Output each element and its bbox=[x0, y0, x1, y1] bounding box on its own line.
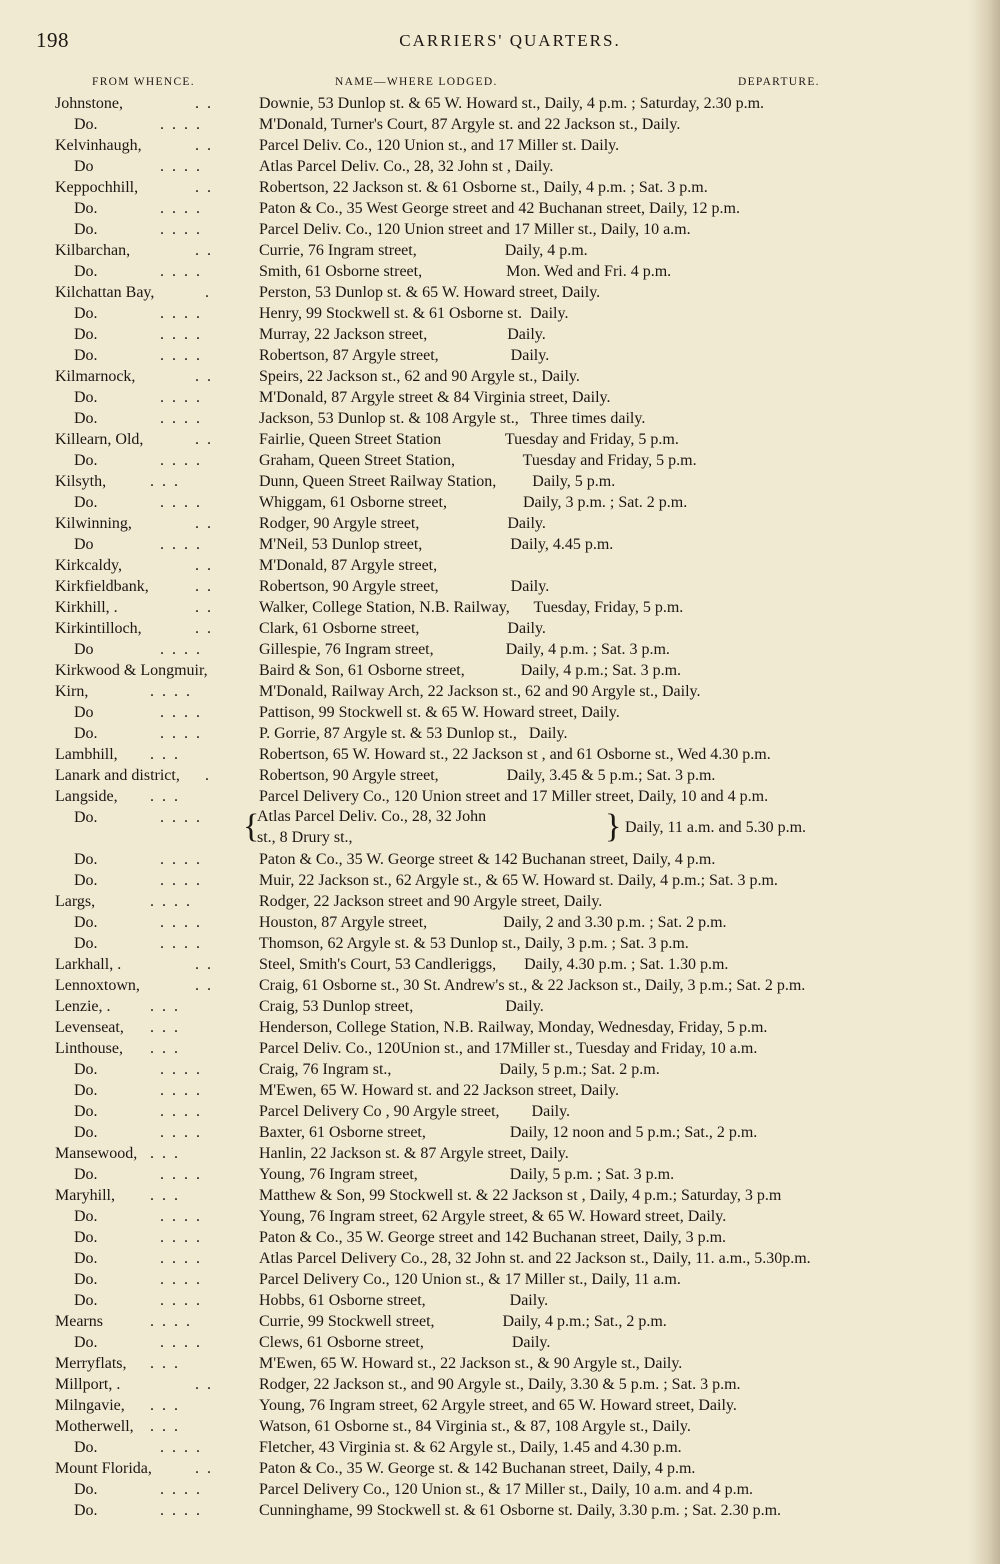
leader-dots: . . . . bbox=[160, 1124, 202, 1141]
leader-dots: . . bbox=[195, 1376, 213, 1393]
carrier-entry: M'Donald, Railway Arch, 22 Jackson st., 62 and 90 Argyle st., Daily. bbox=[259, 683, 701, 700]
carrier-entry: Downie, 53 Dunlop st. & 65 W. Howard st., Daily, 4 p.m. ; Saturday, 2.30 p.m. bbox=[259, 95, 765, 112]
carrier-entry: Watson, 61 Osborne st., 84 Virginia st., & 87, 108 Argyle st., Daily. bbox=[259, 1418, 691, 1435]
leader-dots: . . . . bbox=[160, 1334, 202, 1351]
list-item bbox=[0, 114, 1000, 135]
carrier-entry: Smith, 61 Osborne street, Mon. Wed and Fri. 4 p.m. bbox=[259, 263, 672, 280]
list-item bbox=[0, 870, 1000, 891]
carrier-entry: Cunninghame, 99 Stockwell st. & 61 Osborne st. Daily, 3.30 p.m. ; Sat. 2.30 p.m. bbox=[259, 1502, 782, 1519]
carrier-entry: Paton & Co., 35 W. George street & 142 Buchanan street, Daily, 4 p.m. bbox=[259, 851, 716, 868]
place-name: Do. bbox=[74, 263, 98, 280]
carrier-entry: Robertson, 90 Argyle street, Daily. bbox=[259, 578, 550, 595]
place-name: Kilchattan Bay, bbox=[55, 284, 155, 301]
place-name: Kilsyth, bbox=[55, 473, 107, 490]
place-name: Lennoxtown, bbox=[55, 977, 140, 994]
place-name: Mount Florida, bbox=[55, 1460, 152, 1477]
list-item bbox=[0, 786, 1000, 807]
leader-dots: . . bbox=[195, 1460, 213, 1477]
leader-dots: . . . . bbox=[150, 893, 192, 910]
place-name: Killearn, Old, bbox=[55, 431, 144, 448]
leader-dots: . bbox=[205, 284, 211, 301]
carrier-entry: Robertson, 90 Argyle street, Daily, 3.45 & 5 p.m.; Sat. 3 p.m. bbox=[259, 767, 716, 784]
place-name: Do. bbox=[74, 1061, 98, 1078]
leader-dots: . . bbox=[195, 515, 213, 532]
list-item bbox=[0, 429, 1000, 450]
leader-dots: . . . . bbox=[160, 851, 202, 868]
place-name: Do. bbox=[74, 1292, 98, 1309]
leader-dots: . . . . bbox=[150, 1313, 192, 1330]
place-name: Do. bbox=[74, 914, 98, 931]
carrier-entry: Robertson, 22 Jackson st. & 61 Osborne st., Daily, 4 p.m. ; Sat. 3 p.m. bbox=[259, 179, 708, 196]
column-header-name: NAME—WHERE LODGED. bbox=[335, 76, 498, 88]
carrier-entry: Parcel Deliv. Co., 120 Union street and 17 Miller st., Daily, 10 a.m. bbox=[259, 221, 691, 238]
leader-dots: . . . . bbox=[160, 1061, 202, 1078]
carrier-entry: Fairlie, Queen Street Station Tuesday and Friday, 5 p.m. bbox=[259, 431, 679, 448]
list-item bbox=[0, 639, 1000, 660]
place-name: Do. bbox=[74, 1334, 98, 1351]
leader-dots: . . . . bbox=[160, 116, 202, 133]
list-item bbox=[0, 996, 1000, 1017]
carrier-entry: Whiggam, 61 Osborne street, Daily, 3 p.m. ; Sat. 2 p.m. bbox=[259, 494, 688, 511]
leader-dots: . . . bbox=[150, 473, 180, 490]
list-item bbox=[0, 1101, 1000, 1122]
carrier-entry: Robertson, 65 W. Howard st., 22 Jackson st , and 61 Osborne st., Wed 4.30 p.m. bbox=[259, 746, 771, 763]
list-item bbox=[0, 345, 1000, 366]
place-name: Levenseat, bbox=[55, 1019, 124, 1036]
list-item bbox=[0, 219, 1000, 240]
list-item bbox=[0, 1290, 1000, 1311]
carrier-entry: Young, 76 Ingram street, 62 Argyle street, & 65 W. Howard street, Daily. bbox=[259, 1208, 727, 1225]
list-item bbox=[0, 450, 1000, 471]
list-item bbox=[0, 324, 1000, 345]
leader-dots: . . bbox=[195, 620, 213, 637]
list-item bbox=[0, 765, 1000, 786]
carrier-entry: Pattison, 99 Stockwell st. & 65 W. Howard street, Daily. bbox=[259, 704, 620, 721]
leader-dots: . . bbox=[195, 977, 213, 994]
list-item bbox=[0, 93, 1000, 114]
carrier-entry: Parcel Delivery Co., 120 Union street and 17 Miller street, Daily, 10 and 4 p.m. bbox=[259, 788, 769, 805]
list-item bbox=[0, 1395, 1000, 1416]
carrier-entry: Perston, 53 Dunlop st. & 65 W. Howard street, Daily. bbox=[259, 284, 601, 301]
leader-dots: . . bbox=[195, 557, 213, 574]
list-item bbox=[0, 1311, 1000, 1332]
place-name: Kirn, bbox=[55, 683, 89, 700]
carrier-entry: M'Donald, 87 Argyle street, bbox=[259, 557, 438, 574]
carrier-entry: Houston, 87 Argyle street, Daily, 2 and 3.30 p.m. ; Sat. 2 p.m. bbox=[259, 914, 727, 931]
list-item bbox=[0, 387, 1000, 408]
running-head: CARRIERS' QUARTERS. bbox=[399, 31, 621, 50]
column-header-from: FROM WHENCE. bbox=[92, 76, 195, 88]
leader-dots: . . . bbox=[150, 1397, 180, 1414]
place-name: Do. bbox=[74, 809, 98, 826]
leader-dots: . . . . bbox=[160, 704, 202, 721]
place-name: Maryhill, bbox=[55, 1187, 115, 1204]
place-name: Kirkcaldy, bbox=[55, 557, 122, 574]
list-item bbox=[0, 954, 1000, 975]
place-name: Merryflats, bbox=[55, 1355, 127, 1372]
list-item bbox=[0, 723, 1000, 744]
list-item bbox=[0, 534, 1000, 555]
carrier-entry: Craig, 76 Ingram st., Daily, 5 p.m.; Sat. 2 p.m. bbox=[259, 1061, 660, 1078]
leader-dots: . . . . bbox=[160, 305, 202, 322]
place-name: Largs, bbox=[55, 893, 96, 910]
list-item bbox=[0, 1437, 1000, 1458]
column-headers bbox=[0, 76, 1000, 92]
leader-dots: . . . bbox=[150, 998, 180, 1015]
carrier-entry: Parcel Deliv. Co., 120Union st., and 17Miller st., Tuesday and Friday, 10 a.m. bbox=[259, 1040, 758, 1057]
leader-dots: . . bbox=[195, 95, 213, 112]
carrier-entry: Paton & Co., 35 W. George street and 142 Buchanan street, Daily, 3 p.m. bbox=[259, 1229, 727, 1246]
leader-dots: . . . . bbox=[160, 494, 202, 511]
carrier-entry: Rodger, 22 Jackson street and 90 Argyle street, Daily. bbox=[259, 893, 603, 910]
leader-dots: . . . . bbox=[160, 1208, 202, 1225]
leader-dots: . . . . bbox=[160, 1250, 202, 1267]
list-item bbox=[0, 471, 1000, 492]
list-item bbox=[0, 303, 1000, 324]
leader-dots: . . . . bbox=[160, 326, 202, 343]
leader-dots: . . . bbox=[150, 1040, 180, 1057]
leader-dots: . . . . bbox=[160, 1271, 202, 1288]
place-name: Do. bbox=[74, 452, 98, 469]
leader-dots: . . bbox=[195, 179, 213, 196]
leader-dots: . . . . bbox=[160, 452, 202, 469]
list-item bbox=[0, 240, 1000, 261]
list-item bbox=[0, 1080, 1000, 1101]
leader-dots: . . . bbox=[150, 788, 180, 805]
left-brace: { bbox=[243, 808, 260, 845]
carrier-entry: M'Donald, 87 Argyle street & 84 Virginia street, Daily. bbox=[259, 389, 611, 406]
carrier-entry: Dunn, Queen Street Railway Station, Daily, 5 p.m. bbox=[259, 473, 616, 490]
place-name: Do bbox=[74, 536, 94, 553]
leader-dots: . . . . bbox=[160, 536, 202, 553]
departure: Daily, 11 a.m. and 5.30 p.m. bbox=[625, 819, 807, 836]
place-name: Do. bbox=[74, 410, 98, 427]
leader-dots: . . . . bbox=[160, 200, 202, 217]
carrier-entry: Hobbs, 61 Osborne street, Daily. bbox=[259, 1292, 549, 1309]
place-name: Do. bbox=[74, 1439, 98, 1456]
carrier-entry: Baxter, 61 Osborne street, Daily, 12 noon and 5 p.m.; Sat., 2 p.m. bbox=[259, 1124, 758, 1141]
place-name: Do. bbox=[74, 326, 98, 343]
carrier-entry: Rodger, 90 Argyle street, Daily. bbox=[259, 515, 546, 532]
leader-dots: . . . . bbox=[160, 263, 202, 280]
place-name: Johnstone, bbox=[55, 95, 123, 112]
carrier-entry: Rodger, 22 Jackson st., and 90 Argyle st., Daily, 3.30 & 5 p.m. ; Sat. 3 p.m. bbox=[259, 1376, 741, 1393]
carrier-entry: Parcel Delivery Co , 90 Argyle street, Daily. bbox=[259, 1103, 571, 1120]
leader-dots: . . . . bbox=[160, 1292, 202, 1309]
place-name: Do. bbox=[74, 1124, 98, 1141]
page-edge-shadow bbox=[968, 0, 1000, 1564]
place-name: Kelvinhaugh, bbox=[55, 137, 142, 154]
place-name: Do. bbox=[74, 1502, 98, 1519]
leader-dots: . . . bbox=[150, 1019, 180, 1036]
carrier-entry: M'Neil, 53 Dunlop street, Daily, 4.45 p.m. bbox=[259, 536, 614, 553]
list-item bbox=[0, 513, 1000, 534]
list-item bbox=[0, 1122, 1000, 1143]
leader-dots: . . . . bbox=[160, 1502, 202, 1519]
place-name: Mearns bbox=[55, 1313, 103, 1330]
leader-dots: . . . . bbox=[160, 158, 202, 175]
list-item bbox=[0, 1017, 1000, 1038]
leader-dots: . . bbox=[195, 242, 213, 259]
carrier-entry: Speirs, 22 Jackson st., 62 and 90 Argyle st., Daily. bbox=[259, 368, 580, 385]
place-name: Lenzie, . bbox=[55, 998, 111, 1015]
entry-line-1: Atlas Parcel Deliv. Co., 28, 32 John bbox=[257, 808, 487, 825]
list-item bbox=[0, 1479, 1000, 1500]
column-header-departure: DEPARTURE. bbox=[738, 76, 820, 88]
carrier-entry: M'Ewen, 65 W. Howard st. and 22 Jackson street, Daily. bbox=[259, 1082, 620, 1099]
list-item bbox=[0, 1164, 1000, 1185]
place-name: Do. bbox=[74, 1229, 98, 1246]
list-item bbox=[0, 1269, 1000, 1290]
carrier-entry: Muir, 22 Jackson st., 62 Argyle st., & 65 W. Howard st. Daily, 4 p.m.; Sat. 3 p.m. bbox=[259, 872, 778, 889]
leader-dots: . . . . bbox=[160, 725, 202, 742]
list-item bbox=[0, 891, 1000, 912]
carrier-entry: Walker, College Station, N.B. Railway, Tuesday, Friday, 5 p.m. bbox=[259, 599, 684, 616]
place-name: Do. bbox=[74, 200, 98, 217]
carrier-entry: Clews, 61 Osborne street, Daily. bbox=[259, 1334, 551, 1351]
carrier-entry: P. Gorrie, 87 Argyle st. & 53 Dunlop st., Daily. bbox=[259, 725, 568, 742]
place-name: Do. bbox=[74, 1271, 98, 1288]
place-name: Do. bbox=[74, 1103, 98, 1120]
list-item bbox=[0, 156, 1000, 177]
carrier-entry: Henderson, College Station, N.B. Railway, Monday, Wednesday, Friday, 5 p.m. bbox=[259, 1019, 768, 1036]
leader-dots: . . . . bbox=[160, 1166, 202, 1183]
list-item bbox=[0, 282, 1000, 303]
carrier-entry: Craig, 61 Osborne st., 30 St. Andrew's st., & 22 Jackson st., Daily, 3 p.m.; Sat. 2 p.m. bbox=[259, 977, 806, 994]
leader-dots: . . . bbox=[150, 1418, 180, 1435]
place-name: Langside, bbox=[55, 788, 118, 805]
place-name: Do. bbox=[74, 305, 98, 322]
leader-dots: . . . . bbox=[160, 641, 202, 658]
carrier-entry: Atlas Parcel Deliv. Co., 28, 32 John st , Daily. bbox=[259, 158, 554, 175]
carrier-entry: Parcel Delivery Co., 120 Union st., & 17 Miller st., Daily, 10 a.m. and 4 p.m. bbox=[259, 1481, 754, 1498]
leader-dots: . . . . bbox=[160, 347, 202, 364]
carrier-entry: Fletcher, 43 Virginia st. & 62 Argyle st., Daily, 1.45 and 4.30 p.m. bbox=[259, 1439, 682, 1456]
place-name: Do bbox=[74, 158, 94, 175]
list-item bbox=[0, 681, 1000, 702]
carrier-entry: Parcel Delivery Co., 120 Union st., & 17 Miller st., Daily, 11 a.m. bbox=[259, 1271, 681, 1288]
leader-dots: . . . . bbox=[160, 1103, 202, 1120]
place-name: Lambhill, bbox=[55, 746, 118, 763]
carrier-entry: Gillespie, 76 Ingram street, Daily, 4 p.m. ; Sat. 3 p.m. bbox=[259, 641, 670, 658]
leader-dots: . . . . bbox=[160, 872, 202, 889]
place-name: Do. bbox=[74, 389, 98, 406]
place-name: Do. bbox=[74, 221, 98, 238]
leader-dots: . . . . bbox=[150, 683, 192, 700]
place-name: Do. bbox=[74, 1208, 98, 1225]
place-name: Do. bbox=[74, 494, 98, 511]
carrier-entry: Currie, 99 Stockwell street, Daily, 4 p.m.; Sat., 2 p.m. bbox=[259, 1313, 667, 1330]
list-item bbox=[0, 1353, 1000, 1374]
carrier-entry: Baird & Son, 61 Osborne street, Daily, 4 p.m.; Sat. 3 p.m. bbox=[259, 662, 682, 679]
leader-dots: . . . . bbox=[160, 935, 202, 952]
carrier-entry: Clark, 61 Osborne street, Daily. bbox=[259, 620, 546, 637]
list-item bbox=[0, 1143, 1000, 1164]
place-name: Kirkfieldbank, bbox=[55, 578, 149, 595]
list-item bbox=[0, 261, 1000, 282]
carrier-entry: Young, 76 Ingram street, Daily, 5 p.m. ; Sat. 3 p.m. bbox=[259, 1166, 675, 1183]
leader-dots: . . . bbox=[150, 1355, 180, 1372]
list-item bbox=[0, 1248, 1000, 1269]
carrier-entry: Murray, 22 Jackson street, Daily. bbox=[259, 326, 546, 343]
carrier-list bbox=[0, 93, 1000, 1521]
list-item bbox=[0, 597, 1000, 618]
place-name: Do. bbox=[74, 1082, 98, 1099]
carrier-entry: Steel, Smith's Court, 53 Candleriggs, Daily, 4.30 p.m. ; Sat. 1.30 p.m. bbox=[259, 956, 729, 973]
place-name: Do bbox=[74, 641, 94, 658]
list-item bbox=[0, 849, 1000, 870]
carrier-entry: Hanlin, 22 Jackson st. & 87 Argyle street, Daily. bbox=[259, 1145, 569, 1162]
leader-dots: . . bbox=[195, 368, 213, 385]
leader-dots: . . bbox=[195, 956, 213, 973]
list-item bbox=[0, 618, 1000, 639]
carrier-entry: Henry, 99 Stockwell st. & 61 Osborne st. Daily. bbox=[259, 305, 569, 322]
leader-dots: . . . . bbox=[160, 914, 202, 931]
list-item bbox=[0, 408, 1000, 429]
leader-dots: . . bbox=[195, 578, 213, 595]
leader-dots: . . . . bbox=[160, 1439, 202, 1456]
list-item bbox=[0, 1038, 1000, 1059]
leader-dots: . . bbox=[195, 431, 213, 448]
page-number: 198 bbox=[36, 28, 69, 52]
leader-dots: . . . . bbox=[160, 1082, 202, 1099]
place-name: Kirkhill, . bbox=[55, 599, 118, 616]
carrier-entry: M'Ewen, 65 W. Howard st., 22 Jackson st., & 90 Argyle st., Daily. bbox=[259, 1355, 683, 1372]
list-item bbox=[0, 744, 1000, 765]
list-item bbox=[0, 1458, 1000, 1479]
carrier-entry: Young, 76 Ingram street, 62 Argyle street, and 65 W. Howard street, Daily. bbox=[259, 1397, 737, 1414]
leader-dots: . . . . bbox=[160, 1481, 202, 1498]
leader-dots: . . . . bbox=[160, 1229, 202, 1246]
place-name: Do. bbox=[74, 347, 98, 364]
list-item bbox=[0, 1332, 1000, 1353]
carrier-entry: Currie, 76 Ingram street, Daily, 4 p.m. bbox=[259, 242, 588, 259]
leader-dots: . . . . bbox=[160, 221, 202, 238]
carrier-entry: Robertson, 87 Argyle street, Daily. bbox=[259, 347, 550, 364]
list-item bbox=[0, 198, 1000, 219]
place-name: Do. bbox=[74, 851, 98, 868]
leader-dots: . . . bbox=[150, 1187, 180, 1204]
place-name: Millport, . bbox=[55, 1376, 121, 1393]
list-item bbox=[0, 492, 1000, 513]
leader-dots: . bbox=[205, 767, 211, 784]
leader-dots: . . bbox=[195, 137, 213, 154]
carrier-entry: Craig, 53 Dunlop street, Daily. bbox=[259, 998, 544, 1015]
place-name: Do. bbox=[74, 1166, 98, 1183]
list-item bbox=[0, 933, 1000, 954]
carrier-entry: M'Donald, Turner's Court, 87 Argyle st. and 22 Jackson st., Daily. bbox=[259, 116, 681, 133]
carrier-entry: Atlas Parcel Delivery Co., 28, 32 John st. and 22 Jackson st., Daily, 11. a.m., 5.30p.m. bbox=[259, 1250, 811, 1267]
place-name: Kirkintilloch, bbox=[55, 620, 142, 637]
place-name: Do. bbox=[74, 872, 98, 889]
place-name: Linthouse, bbox=[55, 1040, 123, 1057]
list-item bbox=[0, 975, 1000, 996]
place-name: Kilmarnock, bbox=[55, 368, 136, 385]
list-item bbox=[0, 807, 1000, 849]
list-item bbox=[0, 555, 1000, 576]
right-brace: } bbox=[605, 808, 622, 845]
place-name: Do. bbox=[74, 935, 98, 952]
place-name: Larkhall, . bbox=[55, 956, 122, 973]
list-item bbox=[0, 1416, 1000, 1437]
place-name: Mansewood, bbox=[55, 1145, 138, 1162]
list-item bbox=[0, 366, 1000, 387]
leader-dots: . . . . bbox=[160, 809, 202, 826]
place-name: Motherwell, bbox=[55, 1418, 134, 1435]
carrier-entry: Matthew & Son, 99 Stockwell st. & 22 Jackson st , Daily, 4 p.m.; Saturday, 3 p.m bbox=[259, 1187, 782, 1204]
place-name: Do. bbox=[74, 1250, 98, 1267]
list-item bbox=[0, 1227, 1000, 1248]
carrier-entry: Thomson, 62 Argyle st. & 53 Dunlop st., Daily, 3 p.m. ; Sat. 3 p.m. bbox=[259, 935, 689, 952]
carrier-entry: Graham, Queen Street Station, Tuesday and Friday, 5 p.m. bbox=[259, 452, 697, 469]
list-item bbox=[0, 177, 1000, 198]
place-name: Do. bbox=[74, 1481, 98, 1498]
leader-dots: . . . . bbox=[160, 410, 202, 427]
list-item bbox=[0, 1059, 1000, 1080]
leader-dots: . . bbox=[195, 599, 213, 616]
list-item bbox=[0, 1206, 1000, 1227]
place-name: Lanark and district, bbox=[55, 767, 180, 784]
list-item bbox=[0, 1185, 1000, 1206]
leader-dots: . . . bbox=[150, 746, 180, 763]
place-name: Do. bbox=[74, 116, 98, 133]
carrier-entry: Jackson, 53 Dunlop st. & 108 Argyle st., Three times daily. bbox=[259, 410, 646, 427]
list-item bbox=[0, 912, 1000, 933]
place-name: Kilwinning, bbox=[55, 515, 132, 532]
leader-dots: . . . bbox=[150, 1145, 180, 1162]
list-item bbox=[0, 135, 1000, 156]
place-name: Do bbox=[74, 704, 94, 721]
list-item bbox=[0, 576, 1000, 597]
list-item bbox=[0, 702, 1000, 723]
carrier-entry: Paton & Co., 35 W. George st. & 142 Buchanan street, Daily, 4 p.m. bbox=[259, 1460, 696, 1477]
place-name: Keppochhill, bbox=[55, 179, 139, 196]
list-item bbox=[0, 1500, 1000, 1521]
place-name: Do. bbox=[74, 725, 98, 742]
leader-dots: . . . . bbox=[160, 389, 202, 406]
carrier-entry: Parcel Deliv. Co., 120 Union st., and 17 Miller st. Daily. bbox=[259, 137, 620, 154]
carrier-entry: Paton & Co., 35 West George street and 42 Buchanan street, Daily, 12 p.m. bbox=[259, 200, 740, 217]
place-name: Kilbarchan, bbox=[55, 242, 131, 259]
entry-line-2: st., 8 Drury st., bbox=[257, 829, 353, 846]
place-name: Milngavie, bbox=[55, 1397, 125, 1414]
list-item bbox=[0, 660, 1000, 681]
list-item bbox=[0, 1374, 1000, 1395]
braced-entry bbox=[243, 807, 943, 849]
place-name: Kirkwood & Longmuir, bbox=[55, 662, 208, 679]
